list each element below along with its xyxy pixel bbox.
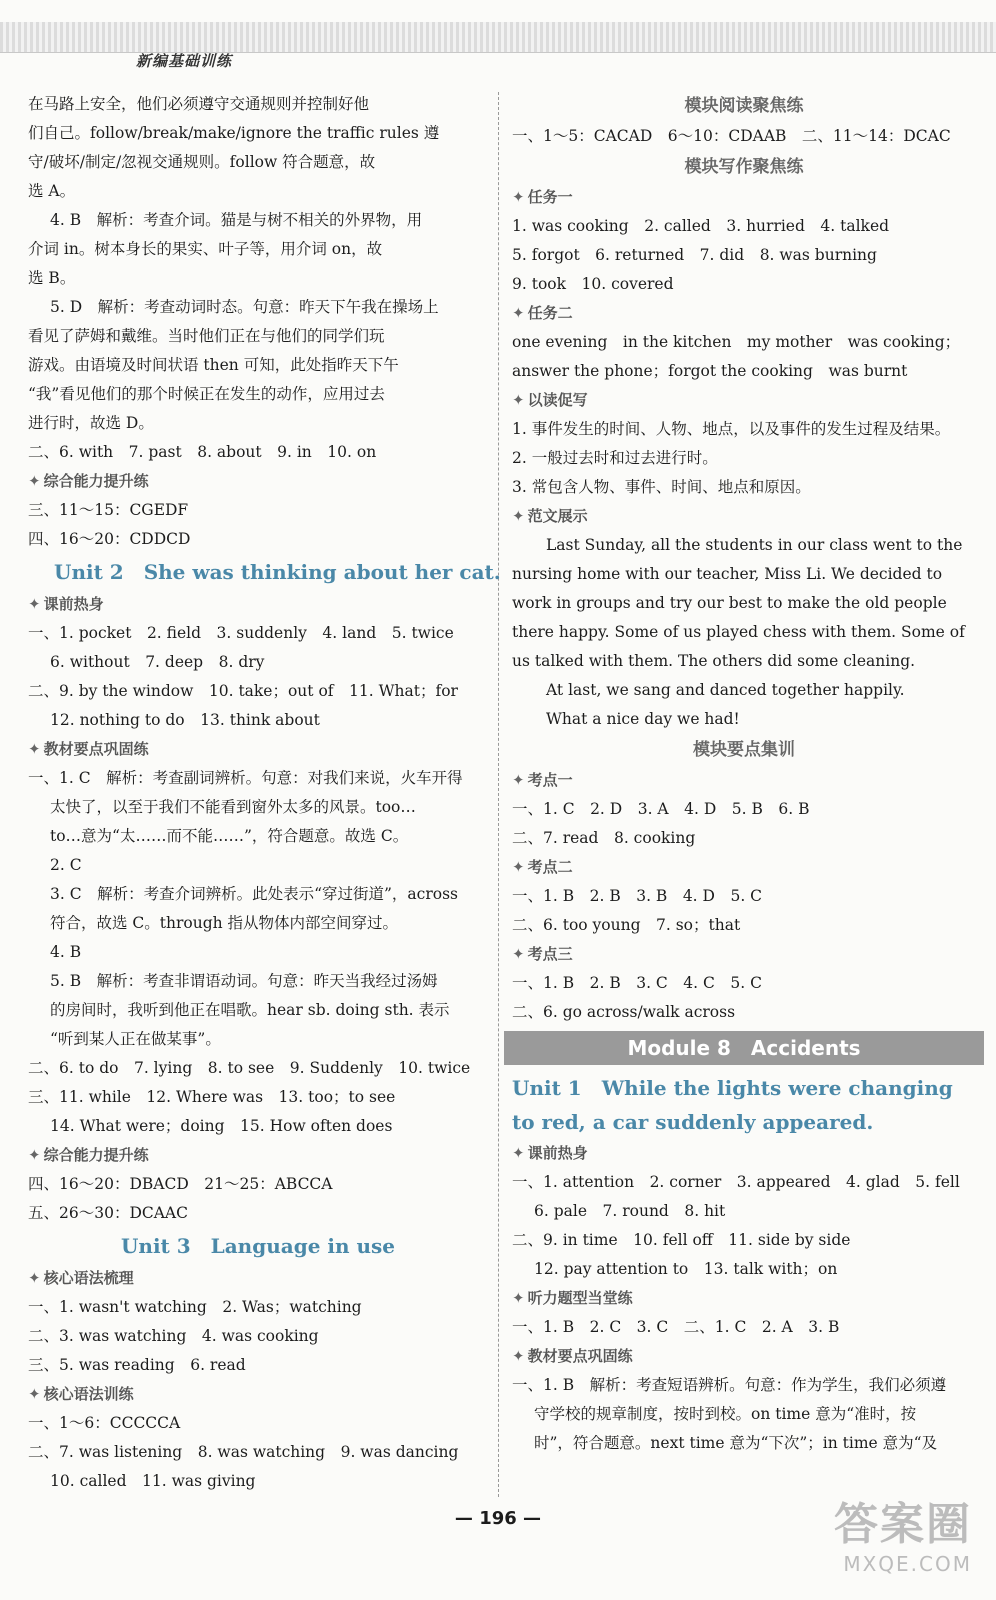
- answer-line: 4. B 解析：考查介词。猫是与树不相关的外界物，用: [50, 211, 423, 229]
- text-line: “听到某人正在做某事”。: [50, 1030, 221, 1048]
- column-divider: [498, 92, 499, 1497]
- answer-line: 12. pay attention to 13. talk with；on: [534, 1260, 838, 1278]
- answer-line: 二、9. in time 10. fell off 11. side by side: [512, 1231, 851, 1249]
- answer-line: 一、1. C 2. D 3. A 4. D 5. B 6. B: [512, 800, 810, 818]
- text-line: 介词 in。树本身长的果实、叶子等，用介词 on，故: [28, 240, 383, 258]
- answer-line: 9. took 10. covered: [512, 275, 674, 293]
- answer-line: 一、1～6：CCCCCA: [28, 1414, 181, 1432]
- answer-line: 五、26～30：DCAAC: [28, 1204, 188, 1222]
- section-heading: [512, 299, 976, 328]
- text-line: to…意为“太……而不能……”，符合题意。故选 C。: [50, 827, 409, 845]
- watermark: [834, 1488, 972, 1576]
- section-heading: [512, 940, 976, 969]
- diamond-icon: ✦: [28, 740, 41, 758]
- diamond-icon: ✦: [512, 1289, 525, 1307]
- answer-line: 3. 常包含人物、事件、时间、地点和原因。: [512, 478, 811, 496]
- section-heading-label: 考点一: [527, 771, 573, 789]
- answer-line: 二、9. by the window 10. take；out of 11. What；for: [28, 682, 458, 700]
- section-heading-label: 综合能力提升练: [43, 472, 149, 490]
- answer-line: 一、1. pocket 2. field 3. suddenly 4. land 5. twice: [28, 624, 454, 642]
- section-heading: [28, 735, 488, 764]
- text-line: 守/破坏/制定/忽视交通规则。follow 符合题意，故: [28, 153, 376, 171]
- header-title: 新编基础训练: [136, 52, 233, 70]
- section-heading: [512, 502, 976, 531]
- answer-line: 二、6. too young 7. so；that: [512, 916, 741, 934]
- section-heading: [512, 853, 976, 882]
- answer-line: 5. forgot 6. returned 7. did 8. was burning: [512, 246, 877, 264]
- right-column: [512, 90, 976, 1458]
- section-heading-label: 范文展示: [527, 507, 588, 525]
- text-line: 选 B。: [28, 269, 76, 287]
- diamond-icon: ✦: [28, 595, 41, 613]
- diamond-icon: ✦: [512, 945, 525, 963]
- text-line: 们自己。follow/break/make/ignore the traffic rules 遵: [28, 124, 440, 142]
- text-line: 守学校的规章制度，按时到校。on time 意为“准时，按: [534, 1405, 917, 1423]
- diamond-icon: ✦: [512, 771, 525, 789]
- answer-line: 6. pale 7. round 8. hit: [534, 1202, 726, 1220]
- section-heading: [28, 467, 488, 496]
- unit-title: Unit 3 Language in use: [120, 1234, 396, 1258]
- section-heading: [512, 386, 976, 415]
- diamond-icon: ✦: [512, 1144, 525, 1162]
- text-line: 太快了，以至于我们不能看到窗外太多的风景。too…: [50, 798, 416, 816]
- text-line: “我”看见他们的那个时候正在发生的动作，应用过去: [28, 385, 385, 403]
- section-heading: [512, 1284, 976, 1313]
- section-heading-label: 课前热身: [527, 1144, 588, 1162]
- model-essay-paragraph: Last Sunday, all the students in our class went to the nursing home with our teacher, Miss Li. We decided to work in groups and try our best to make the old people there happy. Some of us played chess with them. Some of us talked with them. The others did some cleaning.: [512, 536, 965, 670]
- page-number: — 196 —: [454, 1508, 542, 1529]
- answer-line: 四、16～20：DBACD 21～25：ABCCA: [28, 1175, 333, 1193]
- section-heading-label: 课前热身: [43, 595, 104, 613]
- text-line: 看见了萨姆和戴维。当时他们正在与他们的同学们玩: [28, 327, 385, 345]
- section-heading-label: 任务二: [527, 304, 573, 322]
- answer-line: 1. was cooking 2. called 3. hurried 4. talked: [512, 217, 890, 235]
- text-line: 进行时，故选 D。: [28, 414, 154, 432]
- answer-line: 二、6. with 7. past 8. about 9. in 10. on: [28, 443, 377, 461]
- section-heading-label: 核心语法训练: [43, 1385, 134, 1403]
- diamond-icon: ✦: [28, 1385, 41, 1403]
- section-heading-label: 教材要点巩固练: [43, 740, 149, 758]
- diamond-icon: ✦: [512, 1347, 525, 1365]
- text-line: 的房间时，我听到他正在唱歌。hear sb. doing sth. 表示: [50, 1001, 450, 1019]
- left-column: [28, 90, 501, 1496]
- answer-line: 12. nothing to do 13. think about: [50, 711, 320, 729]
- diamond-icon: ✦: [512, 304, 525, 322]
- section-heading: [28, 1380, 488, 1409]
- answer-line: 1. 事件发生的时间、人物、地点，以及事件的发生过程及结果。: [512, 420, 951, 438]
- answer-line: 二、7. read 8. cooking: [512, 829, 696, 847]
- answer-line: 14. What were；doing 15. How often does: [50, 1117, 393, 1135]
- section-heading-label: 考点二: [527, 858, 573, 876]
- answer-line: 一、1～5：CACAD 6～10：CDAAB 二、11～14：DCAC: [512, 127, 951, 145]
- answer-line: 3. C 解析：考查介词辨析。此处表示“穿过街道”，across: [50, 885, 458, 903]
- answer-line: 5. D 解析：考查动词时态。句意：昨天下午我在操场上: [50, 298, 439, 316]
- section-heading: [512, 183, 976, 212]
- text-line: 在马路上安全，他们必须遵守交通规则并控制好他: [28, 95, 370, 113]
- section-heading-label: 考点三: [527, 945, 573, 963]
- section-heading-label: 任务一: [527, 188, 573, 206]
- section-heading-label: 综合能力提升练: [43, 1146, 149, 1164]
- answer-line: 10. called 11. was giving: [50, 1472, 256, 1490]
- diamond-icon: ✦: [512, 858, 525, 876]
- diamond-icon: ✦: [512, 391, 525, 409]
- answer-line: 二、7. was listening 8. was watching 9. was dancing: [28, 1443, 459, 1461]
- block-title: 模块阅读聚焦练: [684, 96, 804, 116]
- answer-line: 三、5. was reading 6. read: [28, 1356, 246, 1374]
- page-number-value: 196: [479, 1508, 517, 1529]
- answer-line: 一、1. B 2. B 3. B 4. D 5. C: [512, 887, 763, 905]
- answer-line: 一、1. C 解析：考查副词辨析。句意：对我们来说，火车开得: [28, 769, 463, 787]
- answer-line: 4. B: [50, 943, 82, 961]
- block-title: 模块要点集训: [693, 740, 795, 760]
- model-essay-paragraph: What a nice day we had!: [546, 710, 740, 728]
- diamond-icon: ✦: [512, 507, 525, 525]
- answer-line: 二、6. to do 7. lying 8. to see 9. Suddenly 10. twice: [28, 1059, 471, 1077]
- section-heading-label: 以读促写: [527, 391, 588, 409]
- section-heading-label: 核心语法梳理: [43, 1269, 134, 1287]
- unit-title: Unit 2 She was thinking about her cat.: [54, 560, 501, 584]
- header-pattern: [0, 22, 996, 53]
- block-title: 模块写作聚焦练: [684, 157, 804, 177]
- answer-line: 一、1. B 2. C 3. C 二、1. C 2. A 3. B: [512, 1318, 840, 1336]
- answer-line: 一、1. attention 2. corner 3. appeared 4. glad 5. fell: [512, 1173, 960, 1191]
- answer-line: 四、16～20：CDDCD: [28, 530, 191, 548]
- answer-line: 6. without 7. deep 8. dry: [50, 653, 265, 671]
- answer-line: 一、1. B 解析：考查短语辨析。句意：作为学生，我们必须遵: [512, 1376, 947, 1394]
- answer-line: 5. B 解析：考查非谓语动词。句意：昨天当我经过汤姆: [50, 972, 438, 990]
- section-heading: [512, 1139, 976, 1168]
- section-heading-label: 教材要点巩固练: [527, 1347, 633, 1365]
- watermark-url: MXQE.COM: [843, 1552, 972, 1576]
- answer-line: 三、11. while 12. Where was 13. too；to see: [28, 1088, 396, 1106]
- diamond-icon: ✦: [28, 1269, 41, 1287]
- answer-line: 一、1. B 2. B 3. C 4. C 5. C: [512, 974, 762, 992]
- diamond-icon: ✦: [28, 472, 41, 490]
- answer-line: one evening in the kitchen my mother was cooking；: [512, 333, 961, 351]
- answer-line: 2. 一般过去时和过去进行时。: [512, 449, 718, 467]
- diamond-icon: ✦: [28, 1146, 41, 1164]
- unit-title: Unit 1 While the lights were changing to red, a car suddenly appeared.: [512, 1076, 953, 1134]
- diamond-icon: ✦: [512, 188, 525, 206]
- section-heading: [512, 1342, 976, 1371]
- answer-line: 三、11～15：CGEDF: [28, 501, 189, 519]
- text-line: 选 A。: [28, 182, 76, 200]
- answer-line: answer the phone；forgot the cooking was burnt: [512, 362, 908, 380]
- answer-line: 2. C: [50, 856, 82, 874]
- answer-line: 二、3. was watching 4. was cooking: [28, 1327, 319, 1345]
- text-line: 符合，故选 C。through 指从物体内部空间穿过。: [50, 914, 399, 932]
- section-heading-label: 听力题型当堂练: [527, 1289, 633, 1307]
- section-heading: [512, 766, 976, 795]
- text-line: 游戏。由语境及时间状语 then 可知，此处指昨天下午: [28, 356, 399, 374]
- module-banner: Module 8 Accidents: [504, 1031, 984, 1065]
- model-essay-paragraph: At last, we sang and danced together happily.: [546, 681, 905, 699]
- watermark-logo-text: 答案圈: [834, 1499, 972, 1550]
- answer-line: 二、6. go across/walk across: [512, 1003, 736, 1021]
- text-line: 时”，符合题意。next time 意为“下次”；in time 意为“及: [534, 1434, 938, 1452]
- answer-line: 一、1. wasn't watching 2. Was；watching: [28, 1298, 362, 1316]
- section-heading: [28, 1264, 488, 1293]
- section-heading: [28, 1141, 488, 1170]
- section-heading: [28, 590, 488, 619]
